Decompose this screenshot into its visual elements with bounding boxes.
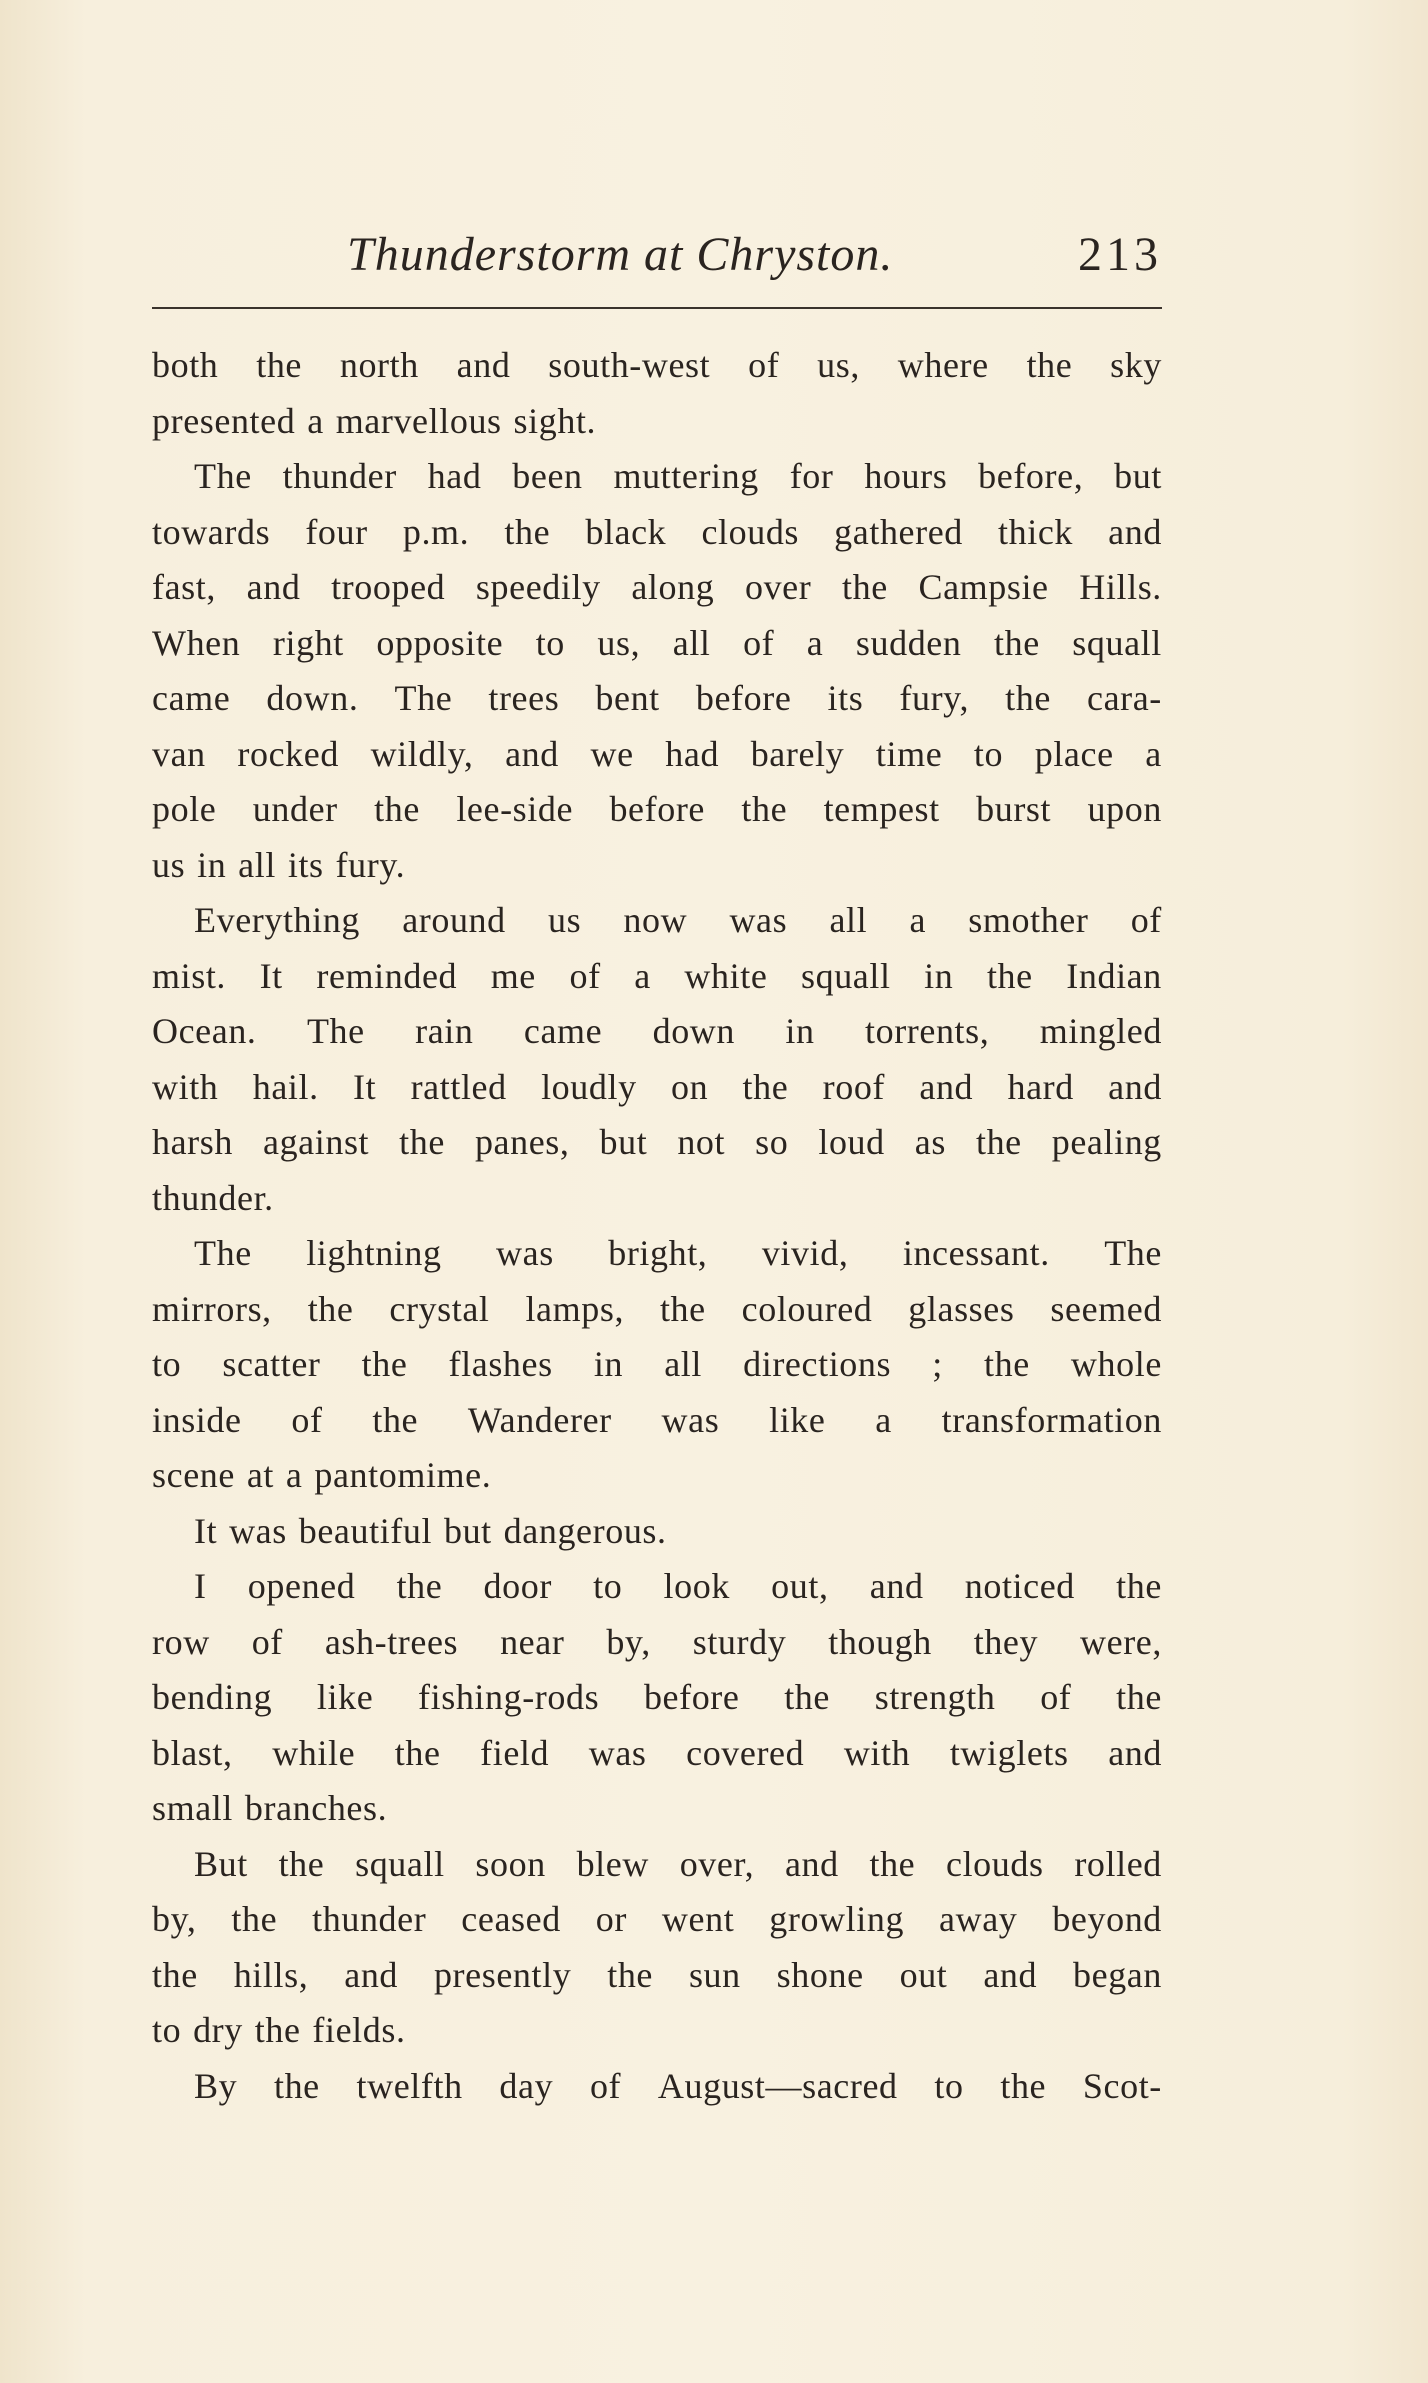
text-line: both the north and south-west of us, where the sky <box>152 345 1162 385</box>
text-line: The thunder had been muttering for hours before, but <box>194 456 1162 496</box>
text-line: by, the thunder ceased or went growling away beyond <box>152 1899 1162 1939</box>
text-line: with hail. It rattled loudly on the roof and hard and <box>152 1066 1162 1107</box>
text-line: presented a marvellous sight. <box>152 400 597 441</box>
text-line: to scatter the flashes in all directions ; the whole <box>152 1344 1162 1384</box>
text-line: blast, while the field was covered with twiglets and <box>152 1732 1162 1773</box>
text-line: the hills, and presently the sun shone out and began <box>152 1954 1162 1995</box>
text-line: row of ash-trees near by, sturdy though they were, <box>152 1621 1162 1662</box>
text-line: When right opposite to us, all of a sudden the squall <box>152 622 1162 663</box>
running-head <box>152 220 1162 290</box>
text-line: van rocked wildly, and we had barely time to place a <box>152 733 1162 774</box>
text-line: By the twelfth day of August—sacred to the Scot- <box>194 2065 1162 2106</box>
text-line: I opened the door to look out, and noticed the <box>194 1566 1162 1606</box>
text-line: towards four p.m. the black clouds gathered thick and <box>152 511 1162 552</box>
text-line: The lightning was bright, vivid, incessant. The <box>194 1233 1162 1273</box>
text-line: Ocean. The rain came down in torrents, mingled <box>152 1011 1162 1051</box>
page-number: 213 <box>1078 228 1162 281</box>
text-line: us in all its fury. <box>152 844 406 885</box>
text-line: thunder. <box>152 1177 274 1218</box>
header-rule <box>152 307 1162 309</box>
body-text <box>152 338 1162 2114</box>
text-line: small branches. <box>152 1788 388 1828</box>
running-title: Thunderstorm at Chryston. <box>347 228 894 281</box>
text-line: inside of the Wanderer was like a transformation <box>152 1399 1162 1440</box>
text-line: fast, and trooped speedily along over the Campsie Hills. <box>152 567 1162 607</box>
text-line: bending like fishing-rods before the strength of the <box>152 1677 1162 1717</box>
text-line: came down. The trees bent before its fury, the cara- <box>152 678 1162 718</box>
text-line: pole under the lee-side before the tempest burst upon <box>152 789 1162 829</box>
text-line: mist. It reminded me of a white squall in the Indian <box>152 955 1162 996</box>
text-line: Everything around us now was all a smother of <box>194 900 1162 940</box>
text-line: mirrors, the crystal lamps, the coloured glasses seemed <box>152 1288 1162 1329</box>
text-line: scene at a pantomime. <box>152 1455 492 1495</box>
text-line: harsh against the panes, but not so loud as the pealing <box>152 1122 1162 1162</box>
text-line: But the squall soon blew over, and the clouds rolled <box>194 1843 1162 1884</box>
text-line: to dry the fields. <box>152 2010 406 2050</box>
text-line: It was beautiful but dangerous. <box>194 1510 667 1551</box>
